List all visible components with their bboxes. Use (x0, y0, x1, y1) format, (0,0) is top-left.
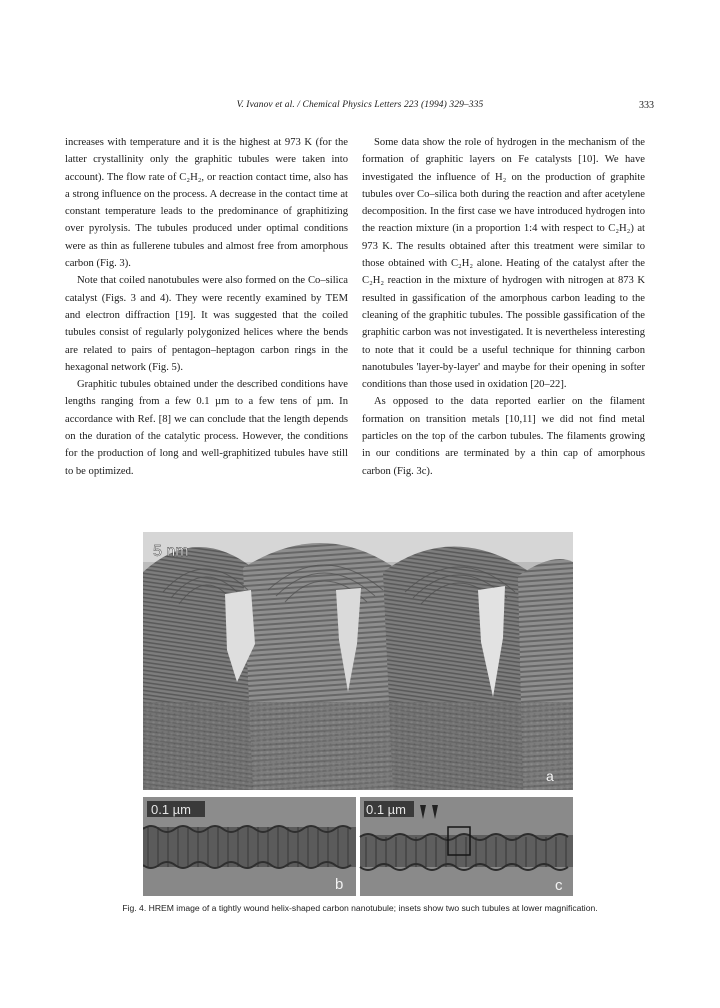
journal-citation: V. Ivanov et al. / Chemical Physics Letters 223 (1994) 329–335 (236, 100, 484, 110)
running-header (0, 100, 720, 116)
inset-b-scale: 0.1 µm (151, 802, 192, 817)
figure-caption: Fig. 4. HREM image of a tightly wound helix-shaped carbon nanotubule; insets show two such tubules at lower magnification. (122, 903, 598, 913)
right-column (362, 134, 645, 480)
left-column (65, 134, 348, 480)
paragraph: Some data show the role of hydrogen in the mechanism of the formation of graphitic layers on Fe catalysts [10]. We have investigated the influence of H₂ on the production of graphite tubules over Co–silica both during the reaction and after acetylene decomposition. In the first case we have introduced hydrogen into the reaction mixture (in a proportion 1:4 with respect to C₂H₂) at 973 K. The results obtained after this treatment were similar to those obtained with C₂H₂ alone. Heating of the catalyst after the C₂H₂ reaction in the mixture of hydrogen with nitrogen at 873 K resulted in gassification of the amorphous carbon leading to the cleaning of the graphitic tubules. The possible gassification of the graphitic carbon was not investigated. It is nevertheless interesting to note that it could be a useful technique for thinning carbon nanotubules 'layer-by-layer' and maybe for their opening in softer conditions than those used in oxidation [20–22]. (362, 137, 645, 391)
paragraph: increases with temperature and it is the highest at 973 K (for the latter crystallinity only the graphitic tubules were taken into account). The flow rate of C₂H₂, or reaction contact time, also has a strong influence on the process. A decrease in the contact time at constant temperature leads to the predominance of graphitizing over pyrolysis. The tubules produced under optimal conditions were as thin as fullerene tubules and almost free from amorphous carbon (Fig. 3). (65, 137, 348, 270)
inset-b (143, 797, 356, 896)
page-number: 333 (639, 100, 654, 111)
figure-image (143, 532, 573, 896)
paragraph: As opposed to the data reported earlier on the filament formation on transition metals [10,11] we did not find metal particles on the top of the carbon tubules. The filaments growing in our conditions are terminated by a thin cap of amorphous carbon (Fig. 3c). (362, 396, 645, 477)
panel-a-scale: 5 nm (153, 543, 189, 560)
inset-c-scale: 0.1 µm (366, 802, 407, 817)
inset-c (360, 797, 573, 896)
inset-b-label: b (335, 876, 344, 893)
panel-a (143, 532, 573, 790)
paragraph: Graphitic tubules obtained under the described conditions have lengths ranging from a few 0.1 µm to a few tens of µm. In accordance with Ref. [8] we can conclude that the length depends on the duration of the catalytic process. However, the conditions for the production of long and well-graphitized tubules have still to be optimized. (65, 379, 348, 477)
panel-a-label: a (546, 768, 554, 784)
inset-c-label: c (555, 877, 563, 894)
figure-4 (143, 532, 573, 896)
paragraph: Note that coiled nanotubules were also formed on the Co–silica catalyst (Figs. 3 and 4). They were recently examined by TEM and electron diffraction [19]. It was suggested that the coiled tubules consist of regularly polygonized helices where the bends are related to pairs of pentagon–heptagon carbon rings in the hexagonal network (Fig. 5). (65, 275, 348, 373)
